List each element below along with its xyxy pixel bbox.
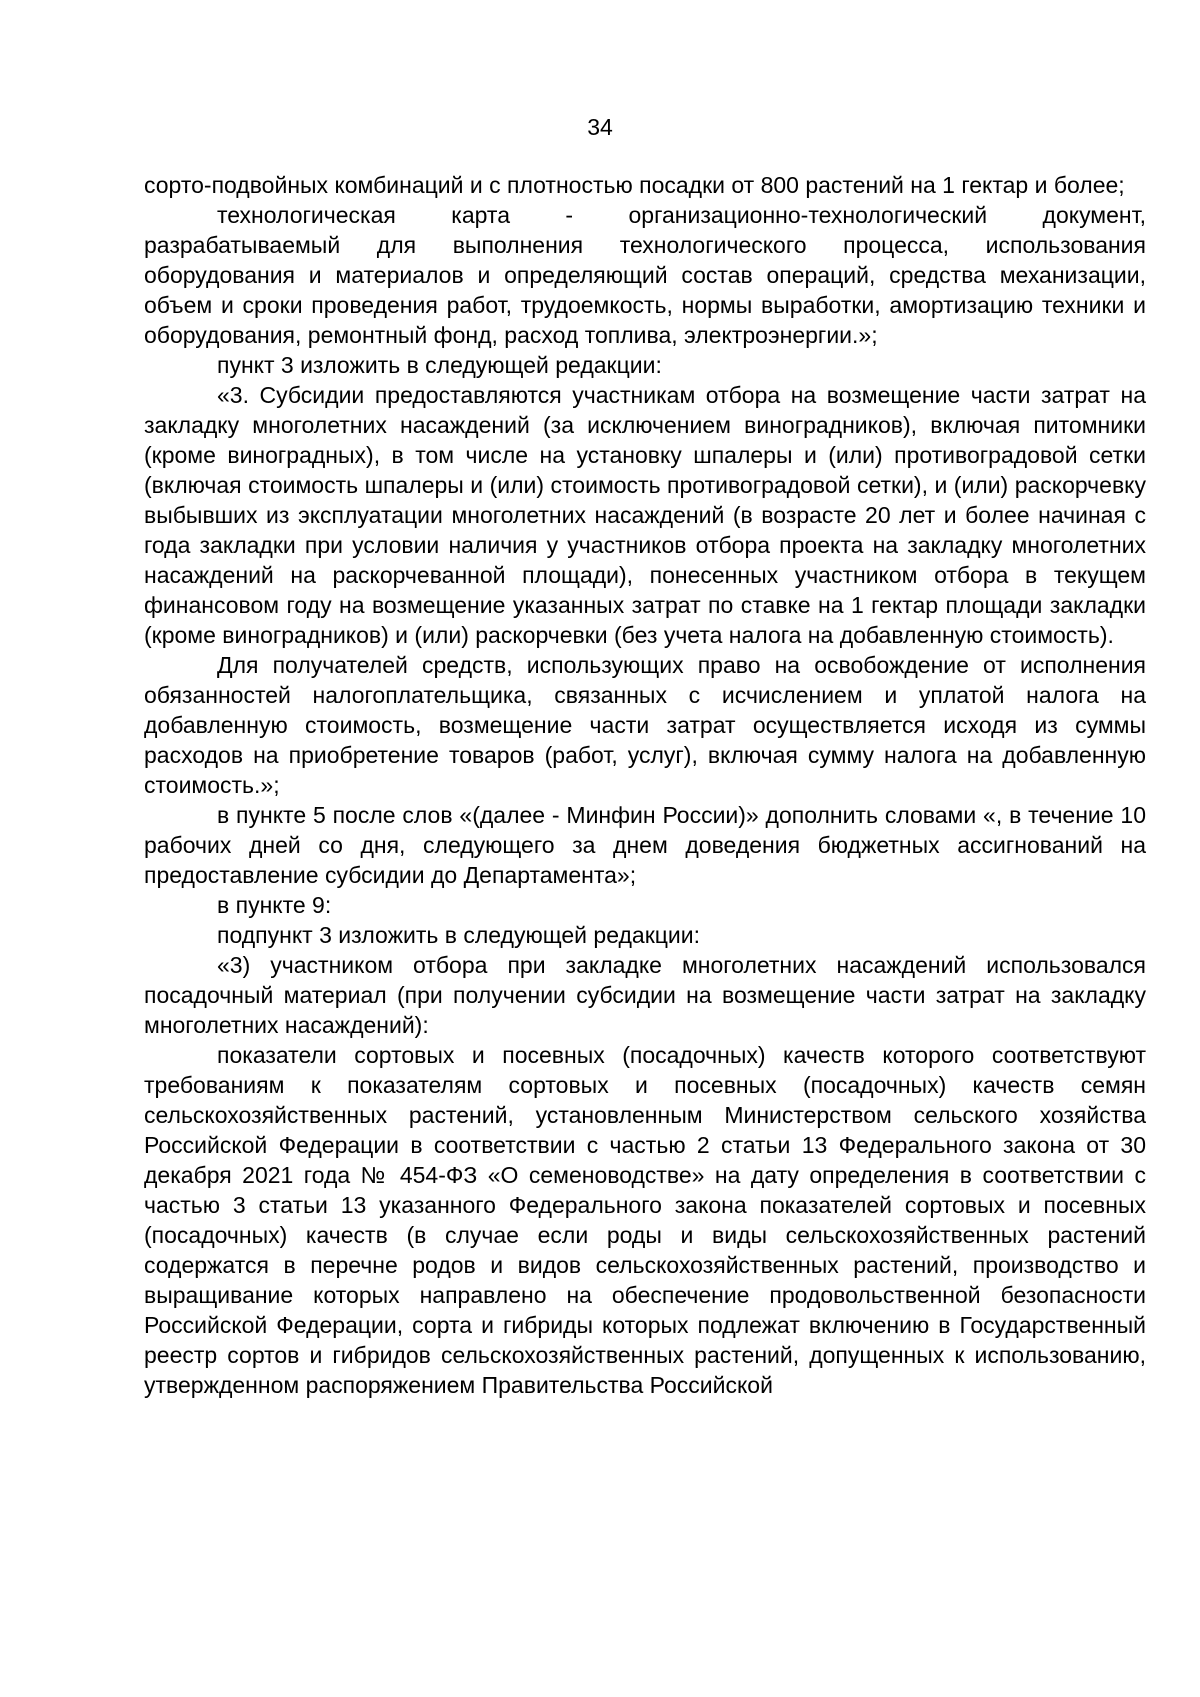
document-body [144,170,1146,1400]
paragraph-continuation: сорто-подвойных комбинаций и с плотностью посадки от 800 растений на 1 гектар и более; [144,172,1125,198]
paragraph-point-9: в пункте 9: [217,892,332,918]
paragraph-point-3-intro: пункт 3 изложить в следующей редакции: [217,352,662,378]
paragraph-subpoint-3-text: «3) участником отбора при закладке многолетних насаждений использовался посадочный материал (при получении субсидии на возмещение части затрат на закладку многолетних насаждений): [144,952,1146,1038]
paragraph-vat-recipients: Для получателей средств, использующих право на освобождение от исполнения обязанностей налогоплательщика, связанных с исчислением и уплатой налога на добавленную стоимость, возмещение части затрат осуществляется исходя из суммы расходов на приобретение товаров (работ, услуг), включая сумму налога на добавленную стоимость.»; [144,652,1146,798]
page-number: 34 [587,114,613,140]
paragraph-technological-map: технологическая карта - организационно-технологический документ, разрабатываемый для выполнения технологического процесса, использования оборудования и материалов и определяющий состав операций, средства механизации, объем и сроки проведения работ, трудоемкость, нормы выработки, амортизацию техники и оборудования, ремонтный фонд, расход топлива, электроэнергии.»; [144,202,1146,348]
paragraph-subpoint-3-intro: подпункт 3 изложить в следующей редакции: [217,922,701,948]
paragraph-point-5: в пункте 5 после слов «(далее - Минфин России)» дополнить словами «, в течение 10 рабочих дней со дня, следующего за днем доведения бюджетных ассигнований на предоставление субсидии до Департамента»; [144,802,1146,888]
paragraph-point-3-text: «3. Субсидии предоставляются участникам отбора на возмещение части затрат на закладку многолетних насаждений (за исключением виноградников), включая питомники (кроме виноградных), в том числе на установку шпалеры и (или) противоградовой сетки (включая стоимость шпалеры и (или) стоимость противоградовой сетки), и (или) раскорчевку выбывших из эксплуатации многолетних насаждений (в возрасте 20 лет и более начиная с года закладки при условии наличия у участников отбора проекта на закладку многолетних насаждений на раскорчеванной площади), понесенных участником отбора в текущем финансовом году на возмещение указанных затрат по ставке на 1 гектар площади закладки (кроме виноградников) и (или) раскорчевки (без учета налога на добавленную стоимость). [144,382,1146,648]
paragraph-quality-indicators: показатели сортовых и посевных (посадочных) качеств которого соответствуют требованиям к показателям сортовых и посевных (посадочных) качеств семян сельскохозяйственных растений, установленным Министерством сельского хозяйства Российской Федерации в соответствии с частью 2 статьи 13 Федерального закона от 30 декабря 2021 года № 454-ФЗ «О семеноводстве» на дату определения в соответствии с частью 3 статьи 13 указанного Федерального закона показателей сортовых и посевных (посадочных) качеств (в случае если роды и виды сельскохозяйственных растений содержатся в перечне родов и видов сельскохозяйственных растений, производство и выращивание которых направлено на обеспечение продовольственной безопасности Российской Федерации, сорта и гибриды которых подлежат включению в Государственный реестр сортов и гибридов сельскохозяйственных растений, допущенных к использованию, утвержденном распоряжением Правительства Российской [144,1042,1146,1398]
